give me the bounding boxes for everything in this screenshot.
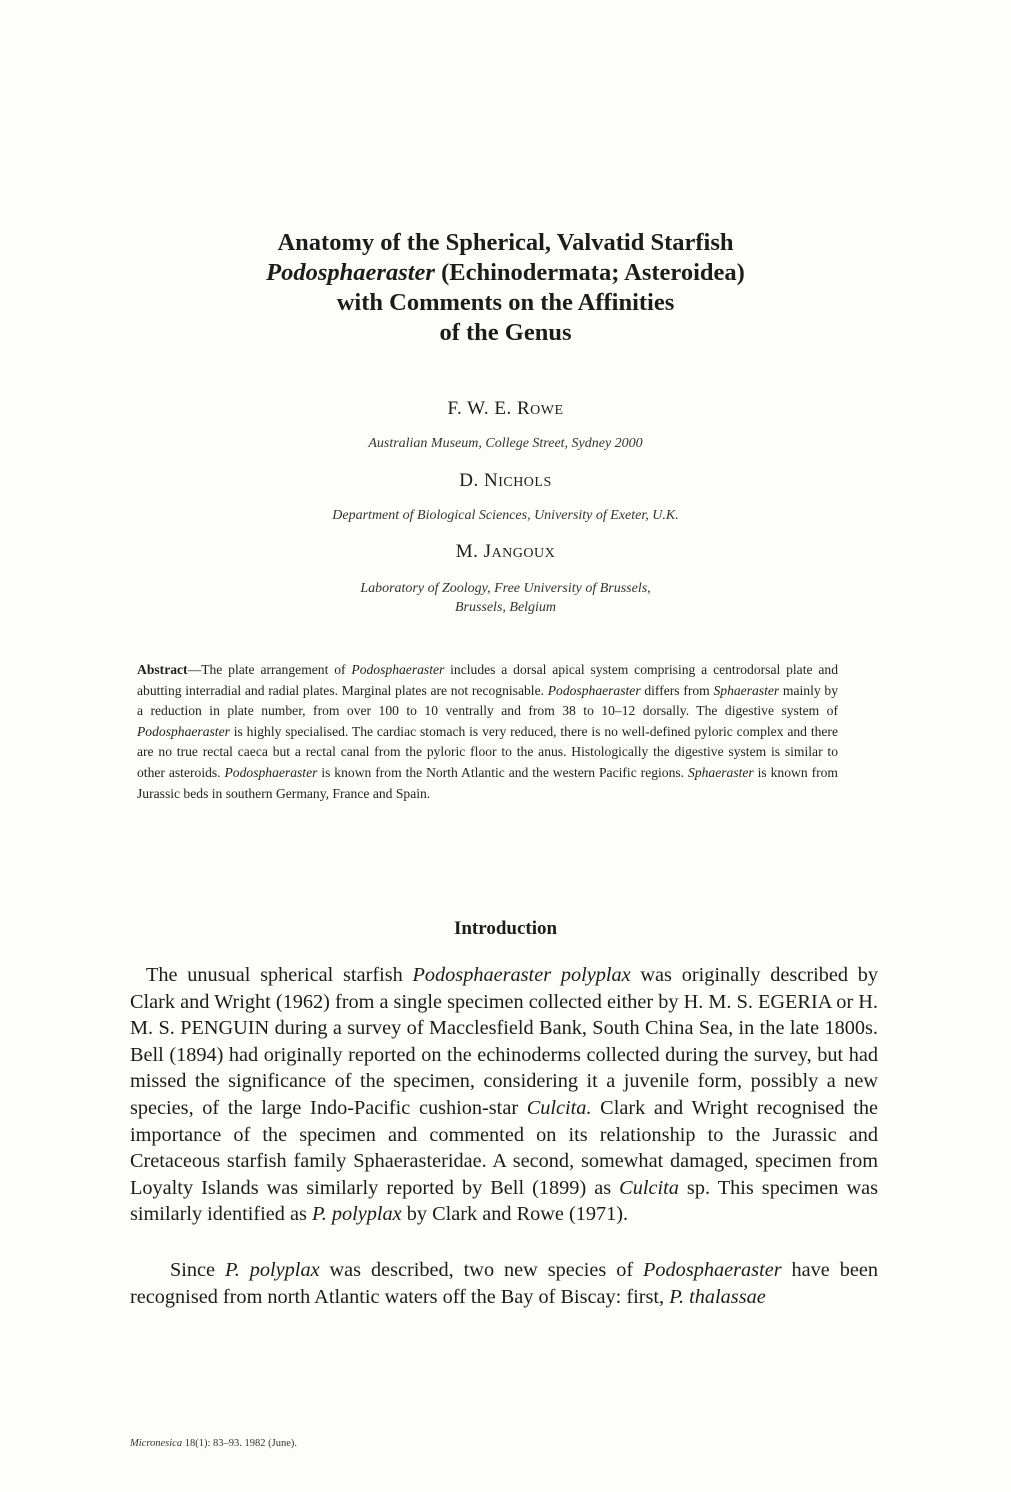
italic-text: Podosphaeraster — [547, 682, 641, 698]
affiliation-jangoux-1: Laboratory of Zoology, Free University of Brussels, — [360, 581, 651, 596]
italic-text: Culcita — [619, 1176, 679, 1199]
italic-text: Podosphaeraster — [351, 662, 445, 677]
author-name-smallcaps: ANGOUX — [491, 546, 556, 561]
abstract-text — [137, 662, 838, 801]
author-name: F. W. E. R — [447, 398, 531, 419]
affiliation-jangoux-2: Brussels, Belgium — [454, 600, 557, 615]
abstract — [137, 660, 838, 804]
text-run: by Clark and Rowe (1971). — [401, 1203, 629, 1226]
text-run: includes a dorsal apical system comprising a centrodorsal plate and abutting interradial and radial plates. Marginal plates are not recognisable. — [137, 662, 838, 698]
author-rowe — [0, 398, 1011, 420]
italic-text: Podosphaeraster — [266, 259, 435, 286]
italic-text: Sphaeraster — [688, 764, 754, 780]
body-paragraph-2 — [130, 1257, 878, 1310]
text-run: with Comments on the Affinities — [336, 289, 675, 316]
citation-details: 18(1): 83–93. 1982 (June). — [182, 1438, 298, 1449]
paper-title — [0, 228, 1011, 348]
text-run: Since — [170, 1259, 225, 1281]
title-line — [0, 228, 1011, 258]
text-run: (Echinodermata; Asteroidea) — [434, 259, 745, 286]
italic-text: Podosphaeraster polyplax — [412, 964, 631, 986]
text-run: mainly by a reduction in plate number, from over 100 to 10 ventrally and from 38 to 10–12 dorsally. The digestive system of — [137, 682, 838, 719]
italic-text: Podosphaeraster — [224, 764, 318, 780]
author-nichols — [0, 470, 1011, 492]
text-run: is known from the North Atlantic and the western Pacific regions. — [317, 764, 689, 780]
title-line — [0, 258, 1011, 288]
affiliation-nichols: Department of Biological Sciences, University of Exeter, U.K. — [332, 508, 679, 523]
title-line — [0, 288, 1011, 318]
author-name: M. J — [455, 541, 492, 562]
text-run: was described, two new species of — [319, 1259, 644, 1281]
text-run: sp. This specimen was similarly identified as — [130, 1176, 878, 1226]
body-paragraph-1 — [130, 962, 878, 1228]
author-name: D. N — [459, 470, 499, 491]
text-run: have been recognised from north Atlantic waters off the Bay of Biscay: first, — [130, 1259, 879, 1308]
affiliation-rowe: Australian Museum, College Street, Sydney 2000 — [368, 436, 643, 451]
text-run: The unusual spherical starfish — [146, 964, 413, 986]
text-run: is known from Jurassic beds in southern Germany, France and Spain. — [137, 764, 838, 801]
text-run: Anatomy of the Spherical, Valvatid Starfish — [277, 229, 734, 256]
author-name-smallcaps: ICHOLS — [498, 475, 552, 490]
title-line — [0, 318, 1011, 348]
text-run: is highly specialised. The cardiac stomach is very reduced, there is no well-defined pyloric complex and there are no true rectal caeca but a rectal canal from the pyloric floor to the anus. Histologically the digestive system is similar to other asteroids. — [137, 723, 838, 780]
italic-text: Culcita. — [526, 1096, 592, 1119]
journal-name: Micronesica — [130, 1438, 183, 1449]
italic-text: Podosphaeraster — [643, 1259, 782, 1281]
text-run: differs from — [640, 682, 714, 698]
section-heading-introduction: Introduction — [453, 918, 558, 939]
italic-text: Sphaeraster — [713, 682, 780, 698]
author-jangoux — [0, 541, 1011, 563]
italic-text: P. polyplax — [311, 1203, 402, 1226]
text-run: was originally described by Clark and Wright (1962) from a single specimen collected either by H. M. S. EGERIA or H. M. S. PENGUIN during a survey of Macclesfield Bank, South China Sea, in the late 1800s. Bell (1894) had originally reported on the echinoderms collected during the survey, but had missed the significance of the specimen, considering it a juvenile form, possibly a new species, of the large Indo-Pacific cushion-star — [130, 964, 879, 1119]
italic-text: P. thalassae — [669, 1285, 766, 1308]
italic-text: Podosphaeraster — [137, 723, 230, 739]
author-name-smallcaps: OWE — [530, 403, 564, 418]
italic-text: P. polyplax — [224, 1259, 320, 1281]
citation-footer — [130, 1438, 297, 1449]
text-run: of the Genus — [439, 319, 572, 346]
text-run: Clark and Wright recognised the importance of the specimen and commented on its relationship to the Jurassic and Cretaceous starfish family Sphaerasteridae. A second, somewhat damaged, specimen from Loyalty Islands was similarly reported by Bell (1899) as — [130, 1096, 879, 1199]
text-run: —The plate arrangement of — [187, 662, 352, 677]
abstract-label: Abstract — [137, 662, 188, 677]
